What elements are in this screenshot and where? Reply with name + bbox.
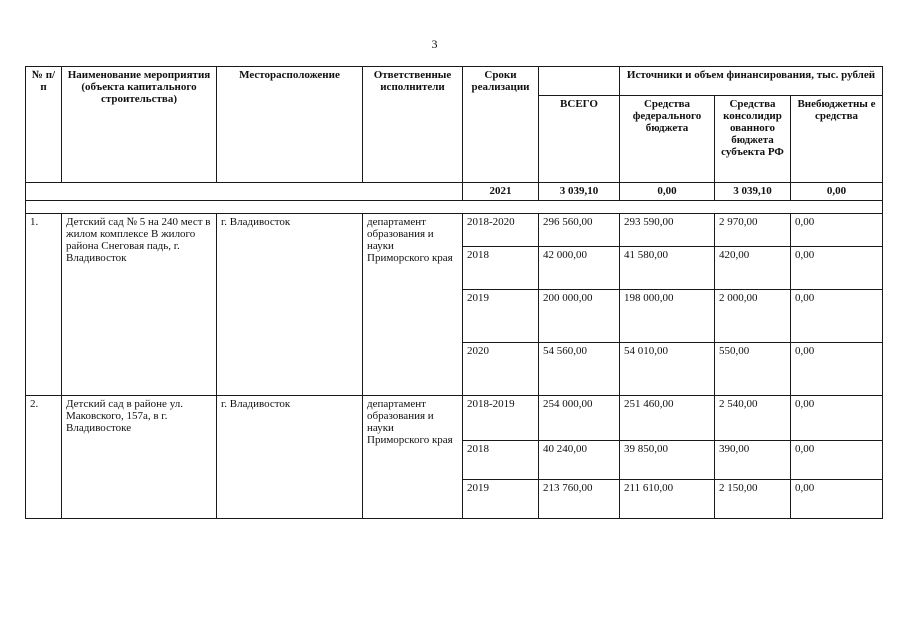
summary-total: 3 039,10 — [539, 183, 620, 201]
cell-federal: 54 010,00 — [620, 343, 715, 396]
cell-consolidated: 2 000,00 — [715, 290, 791, 343]
item-responsible: департамент образования и науки Приморского края — [363, 396, 463, 519]
cell-total: 40 240,00 — [539, 441, 620, 480]
summary-blank — [26, 183, 463, 201]
item-name: Детский сад в районе ул. Маковского, 157а, в г. Владивостоке — [62, 396, 217, 519]
col-header-responsible: Ответственные исполнители — [363, 67, 463, 183]
item-number: 1. — [26, 214, 62, 396]
cell-period: 2018-2020 — [463, 214, 539, 247]
cell-consolidated: 2 540,00 — [715, 396, 791, 441]
cell-period: 2018 — [463, 441, 539, 480]
item-number: 2. — [26, 396, 62, 519]
table-row — [26, 396, 883, 441]
cell-extrabudget: 0,00 — [791, 247, 883, 290]
cell-total: 54 560,00 — [539, 343, 620, 396]
cell-period: 2020 — [463, 343, 539, 396]
col-header-num: № п/п — [26, 67, 62, 183]
page-number: 3 — [431, 37, 438, 51]
item-responsible: департамент образования и науки Приморского края — [363, 214, 463, 396]
cell-total: 213 760,00 — [539, 480, 620, 519]
summary-consolidated: 3 039,10 — [715, 183, 791, 201]
cell-total: 42 000,00 — [539, 247, 620, 290]
cell-consolidated: 550,00 — [715, 343, 791, 396]
cell-extrabudget: 0,00 — [791, 290, 883, 343]
cell-extrabudget: 0,00 — [791, 441, 883, 480]
col-header-name: Наименование мероприятия (объекта капитального строительства) — [62, 67, 217, 183]
cell-federal: 39 850,00 — [620, 441, 715, 480]
cell-consolidated: 420,00 — [715, 247, 791, 290]
item-location: г. Владивосток — [217, 214, 363, 396]
cell-period: 2019 — [463, 480, 539, 519]
cell-extrabudget: 0,00 — [791, 214, 883, 247]
cell-extrabudget: 0,00 — [791, 343, 883, 396]
cell-period: 2018 — [463, 247, 539, 290]
cell-total: 254 000,00 — [539, 396, 620, 441]
cell-period: 2019 — [463, 290, 539, 343]
table-row — [26, 214, 883, 247]
cell-federal: 211 610,00 — [620, 480, 715, 519]
cell-total: 200 000,00 — [539, 290, 620, 343]
summary-year: 2021 — [463, 183, 539, 201]
cell-federal: 251 460,00 — [620, 396, 715, 441]
cell-total: 296 560,00 — [539, 214, 620, 247]
summary-row — [26, 183, 883, 201]
item-name: Детский сад № 5 на 240 мест в жилом комплексе В жилого района Снеговая падь, г. Владивосток — [62, 214, 217, 396]
header-row — [26, 67, 883, 96]
cell-federal: 198 000,00 — [620, 290, 715, 343]
summary-federal: 0,00 — [620, 183, 715, 201]
financing-table — [25, 66, 883, 519]
col-header-federal: Средства федерального бюджета — [620, 96, 715, 183]
cell-extrabudget: 0,00 — [791, 480, 883, 519]
item-location: г. Владивосток — [217, 396, 363, 519]
col-header-consolidated: Средства консолидир ованного бюджета субъекта РФ — [715, 96, 791, 183]
cell-federal: 41 580,00 — [620, 247, 715, 290]
cell-federal: 293 590,00 — [620, 214, 715, 247]
col-header-financing: Источники и объем финансирования, тыс. рублей — [620, 67, 883, 96]
col-header-total: ВСЕГО — [539, 96, 620, 183]
cell-consolidated: 2 970,00 — [715, 214, 791, 247]
col-header-empty — [539, 67, 620, 96]
summary-extrabudget: 0,00 — [791, 183, 883, 201]
cell-consolidated: 390,00 — [715, 441, 791, 480]
col-header-period: Сроки реализации — [463, 67, 539, 183]
col-header-location: Месторасположение — [217, 67, 363, 183]
cell-consolidated: 2 150,00 — [715, 480, 791, 519]
cell-extrabudget: 0,00 — [791, 396, 883, 441]
col-header-extrabudget: Внебюджетны е средства — [791, 96, 883, 183]
cell-period: 2018-2019 — [463, 396, 539, 441]
spacer-row — [26, 201, 883, 214]
